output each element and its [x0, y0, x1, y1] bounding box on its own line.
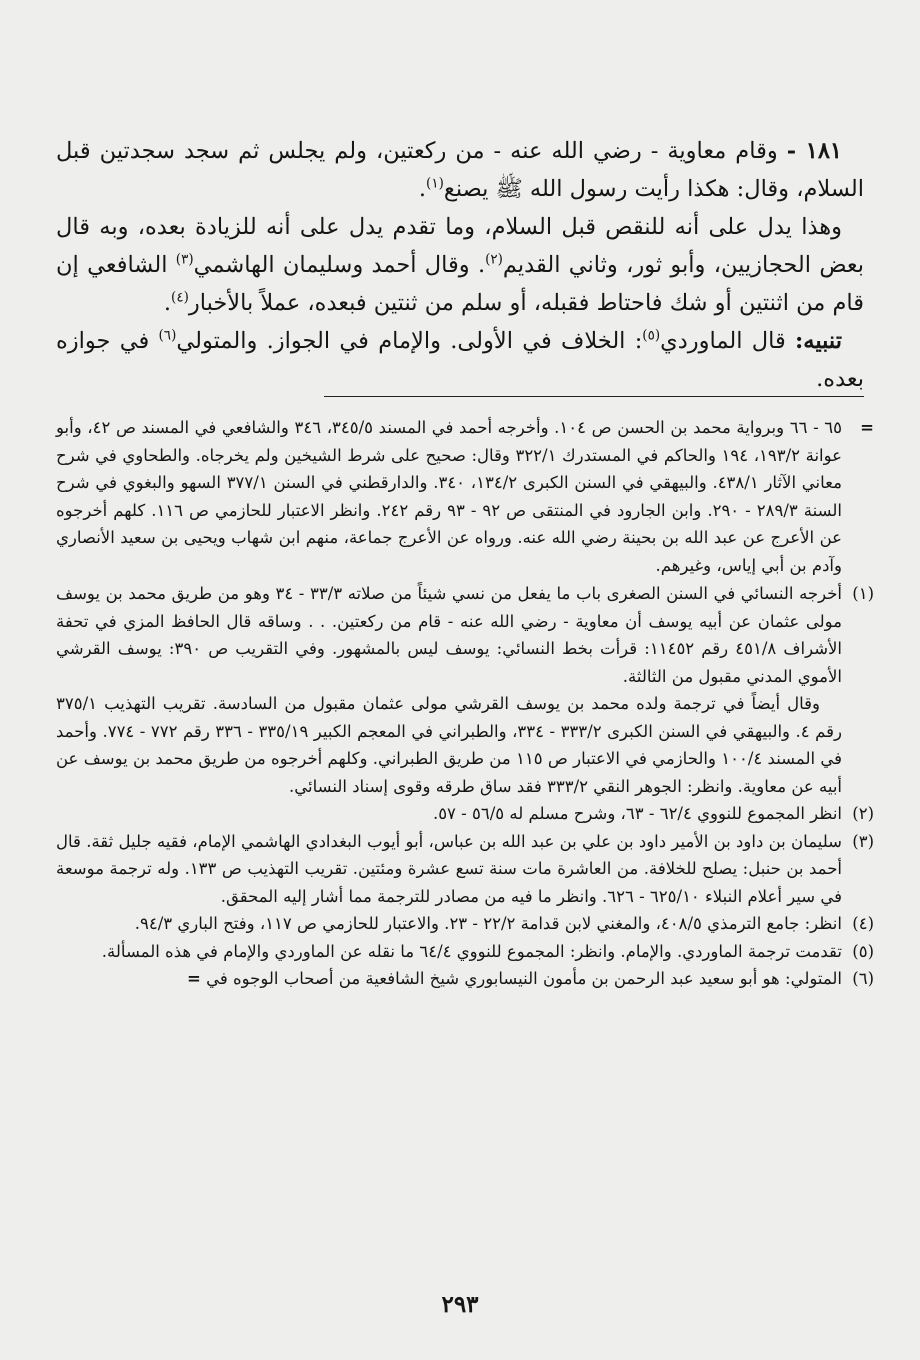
footnote-ref-1: (١) — [426, 175, 444, 192]
notice-text-b: : الخلاف في الأولى. والإمام في الجواز. والمتولي — [176, 328, 643, 354]
footnote-6 — [56, 965, 874, 993]
footnote-5-text: تقدمت ترجمة الماوردي. والإمام. وانظر: المجموع للنووي ٦٤/٤ ما نقله عن الماوردي والإمام في هذه المسألة. — [101, 941, 842, 961]
footnote-6-body — [56, 965, 842, 993]
footnote-ref-5: (٥) — [642, 327, 661, 344]
footnote-3 — [56, 828, 874, 911]
continuation-marker: = — [187, 969, 201, 988]
footnote-ref-6: (٦) — [158, 327, 177, 344]
footnote-1 — [56, 580, 874, 800]
footnote-1-text-b: وقال أيضاً في ترجمة ولده محمد بن يوسف القرشي مولى عثمان مقبول من السادسة. تقريب التهذيب ٣٧٥/١ رقم ٤. والبيهقي في السنن الكبرى ٣٣٣/٢ - ٣٣٤، والطبراني في المعجم الكبير ٣٣٥/١٩ - ٣٣٦ رقم ٧٧٢ - ٧٧٤. وأحمد في المسند ١٠٠/٤ والحازمي في الاعتبار ص ١١٥ من طريق الطبراني. وكلهم أخرجوه من طريق محمد بن يوسف عن أبيه عن معاوية. وانظر: الجوهر النقي ٣٣٣/٢ فقد ساق طرقه وقوى إسناد النسائي. — [56, 694, 842, 796]
footnote-separator — [324, 396, 864, 397]
footnote-number: (٢) — [852, 804, 874, 823]
ruling-text-b: . وقال أحمد وسليمان الهاشمي — [193, 252, 486, 278]
page-number: ٢٩٣ — [441, 1291, 479, 1318]
footnote-ref-2: (٢) — [485, 251, 503, 268]
paragraph-ruling: وهذا يدل على أنه للنقص قبل السلام، وما تقدم يدل على أنه للزيادة بعده، وبه قال بعض الحجازيين، وأبو ثور، وثاني القديم$^{(٢)}$. وقال أحمد وسليمان الهاشمي$^{(٣)}$ الشافعي إن قام من اثنتين أو شك فاحتاط فقبله، أو سلم من ثنتين فبعده، عملاً بالأخبار$^{(٤)}$. — [56, 214, 864, 316]
footnote-number: (٤) — [852, 914, 874, 933]
footnote-6-text: المتولي: هو أبو سعيد عبد الرحمن بن مأمون النيسابوري شيخ الشافعية من أصحاب الوجوه في — [206, 969, 842, 988]
footnote-1-text-a: أخرجه النسائي في السنن الصغرى باب ما يفعل من نسي شيئاً من صلاته ٣٣/٣ - ٣٤ وهو من طريق محمد بن يوسف مولى عثمان عن أبيه يوسف أن معاوية - رضي الله عنه - قام من ركعتين. . . وساقه قال الحافظ المزي في تحفة الأشراف ٤٥١/٨ رقم ١١٤٥٢: قرأت بخط النسائي: يوسف ليس بالمشهور. وفي التقريب ص ٣٩٠: يوسف القرشي الأموي المدني مقبول من الثالثة. — [56, 584, 843, 686]
footnote-number: (٣) — [852, 831, 874, 851]
hadith-number: ١٨١ - — [786, 138, 843, 164]
footnote-4-text: انظر: جامع الترمذي ٤٠٨/٥، والمغني لابن قدامة ٢٢/٢ - ٢٣. والاعتبار للحازمي ص ١١٧، وفتح الباري ٩٤/٣. — [134, 914, 842, 933]
takhrij-note — [56, 414, 874, 579]
hadith-text: وقام معاوية - رضي الله عنه - من ركعتين، ولم يجلس ثم سجد سجدتين قبل السلام، وقال: هكذا رأيت رسول الله ﷺ يصنع — [56, 138, 864, 202]
paragraph-notice — [56, 322, 864, 398]
notice-text-a: قال الماوردي — [660, 328, 795, 354]
footnote-number: (٦) — [852, 969, 874, 988]
ruling-text-c: الشافعي إن قام من اثنتين أو شك فاحتاط فقبله، أو سلم من ثنتين فبعده، عملاً بالأخبار — [56, 252, 864, 316]
footnote-body — [56, 580, 842, 800]
footnote-ref-4: (٤) — [171, 289, 189, 306]
notice-term: تنبيه: — [794, 328, 842, 354]
paragraph-181: ١٨١ - وقام معاوية - رضي الله عنه - من ركعتين، ولم يجلس ثم سجد سجدتين قبل السلام، وقال: هكذا رأيت رسول الله ﷺ يصنع$^{(١)}$. — [56, 138, 864, 202]
footnote-2 — [56, 800, 874, 828]
footnote-2-text: انظر المجموع للنووي ٦٢/٤ - ٦٣، وشرح مسلم له ٥٦/٥ - ٥٧. — [432, 804, 842, 823]
main-text — [56, 132, 864, 398]
footnotes — [56, 414, 874, 993]
continuation-marker: = — [860, 418, 874, 437]
notice-text-c: في جوازه بعده. — [56, 328, 864, 392]
ruling-text-a: وهذا يدل على أنه للنقص قبل السلام، وما تقدم يدل على أنه للزيادة بعده، وبه قال بعض الحجازيين، وأبو ثور، وثاني القديم — [56, 214, 864, 278]
takhrij-text: ٦٥ - ٦٦ وبرواية محمد بن الحسن ص ١٠٤. وأخرجه أحمد في المسند ٣٤٥/٥، ٣٤٦ والشافعي في المسند ص ٤٢، وأبو عوانة ١٩٣/٢، ١٩٤ والحاكم في المستدرك ٣٢٢/١ وقال: صحيح على شرط الشيخين ولم يخرجاه. والطحاوي في شرح معاني الآثار ٤٣٨/١. والبيهقي في السنن الكبرى ١٣٤/٢، ٣٤٠. والدارقطني في السنن ٣٧٧/١ السهو والبغوي في شرح السنة ٢٨٩/٣ - ٢٩٠. وابن الجارود في المنتقى ص ٩٢ - ٩٣ رقم ٢٤٢. وانظر الاعتبار للحازمي ص ١١٦. كلهم أخرجوه عن الأعرج عن عبد الله بن بحينة رضي الله عنه. ورواه عن الأعرج جماعة، منهم ابن شهاب ويحيى بن سعيد الأنصاري وآدم بن أبي إياس، وغيرهم. — [56, 418, 843, 575]
footnote-number: (١) — [852, 584, 874, 603]
footnote-3-text: سليمان بن داود بن الأمير داود بن علي بن عبد الله بن عباس، أبو أيوب البغدادي الهاشمي الإمام، فقيه جليل ثقة. قال أحمد بن حنبل: يصلح للخلافة. من العاشرة مات سنة تسع عشرة ومئتين. تقريب التهذيب ص ١٣٣. وله ترجمة موسعة في سير أعلام النبلاء ٦٢٥/١٠ - ٦٢٦. وانظر ما فيه من مصادر للترجمة مما أشار إليه المحقق. — [56, 831, 842, 906]
footnote-5 — [56, 938, 874, 966]
footnote-ref-3: (٣) — [175, 251, 194, 268]
footnote-number: (٥) — [852, 941, 874, 961]
footnote-4 — [56, 910, 874, 938]
